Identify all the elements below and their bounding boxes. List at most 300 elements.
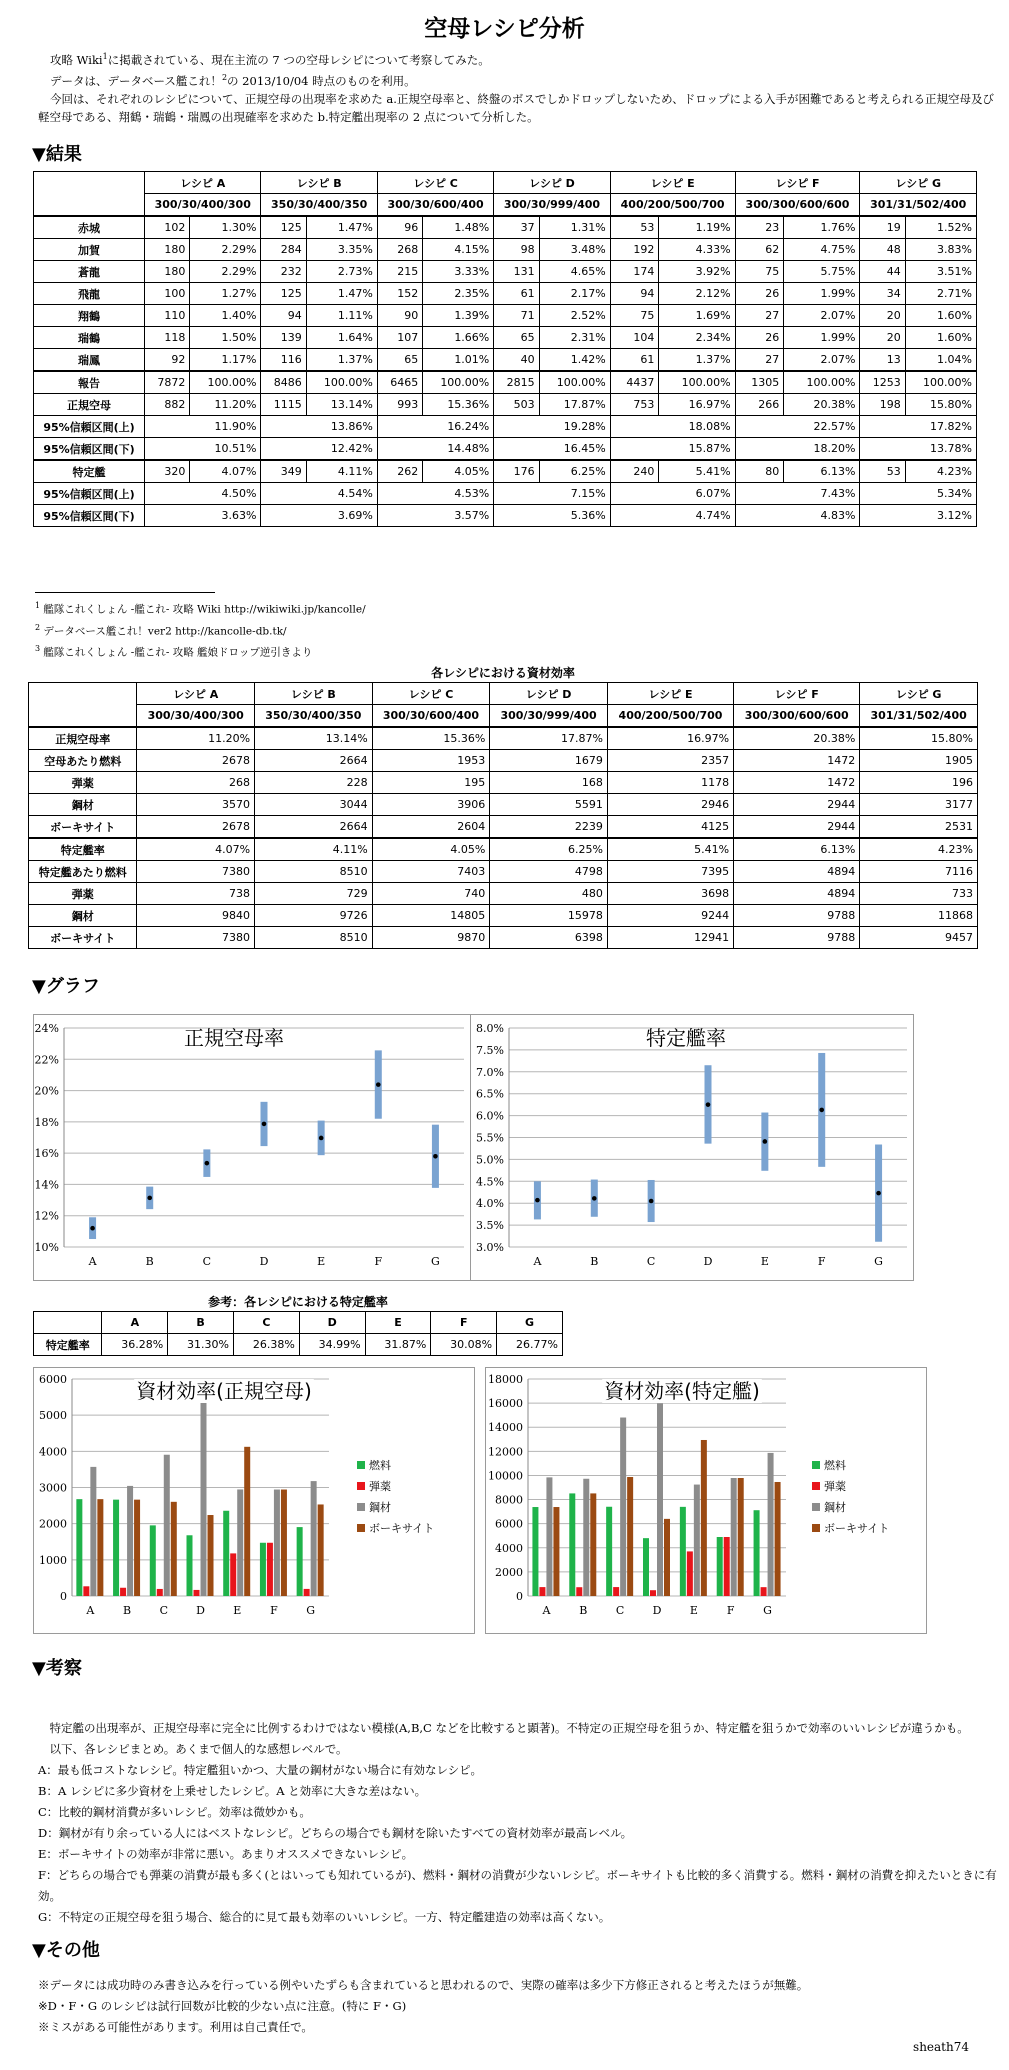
table-cell: 2664	[255, 816, 373, 839]
table-cell: 1178	[607, 772, 733, 794]
table-row	[34, 216, 977, 239]
table-row	[34, 349, 977, 372]
recipe-header: レシピ D	[490, 683, 608, 705]
table-cell: 8510	[255, 927, 373, 949]
table-cell: 5.41%	[659, 460, 735, 483]
recipe-materials: 300/30/400/300	[137, 705, 255, 728]
data-point	[649, 1199, 654, 1204]
footnote-number: 1	[35, 601, 41, 610]
table-cell: 3.12%	[860, 505, 977, 527]
bar	[650, 1590, 656, 1596]
legend-swatch	[812, 1524, 820, 1532]
recipe-header: レシピ F	[735, 172, 860, 194]
bar	[318, 1504, 324, 1596]
data-point	[763, 1139, 768, 1144]
table-row	[34, 327, 977, 349]
table-cell: 2678	[137, 816, 255, 839]
table-row	[29, 794, 978, 816]
table-row	[29, 838, 978, 861]
table-cell: 729	[255, 883, 373, 905]
table-cell: 882	[145, 394, 190, 416]
table-row	[34, 394, 977, 416]
table-cell: 7395	[607, 861, 733, 883]
row-label: 95%信頼区間(上)	[34, 483, 145, 505]
row-label: 鋼材	[29, 905, 137, 927]
x-tick-label: A	[88, 1255, 97, 1268]
x-tick-label: A	[86, 1604, 95, 1617]
bar	[83, 1586, 89, 1596]
table-cell: 1.64%	[306, 327, 377, 349]
table-cell: 20	[860, 327, 905, 349]
table-row	[29, 772, 978, 794]
y-tick-label: 16%	[34, 1147, 59, 1161]
table-cell: 2944	[734, 794, 860, 816]
y-tick-label: 6000	[39, 1373, 67, 1386]
bar	[717, 1537, 723, 1596]
table-cell: 65	[494, 327, 539, 349]
table-cell: 14805	[372, 905, 490, 927]
table-cell: 4125	[607, 816, 733, 839]
recipe-header: レシピ C	[377, 172, 493, 194]
x-tick-label: E	[689, 1604, 698, 1617]
x-tick-label: B	[590, 1255, 599, 1268]
bar	[157, 1589, 163, 1596]
recipe-header: レシピ E	[610, 172, 735, 194]
y-tick-label: 4.0%	[476, 1197, 504, 1211]
x-tick-label: G	[874, 1255, 883, 1268]
x-tick-label: D	[652, 1604, 662, 1617]
recipe-header: レシピ A	[145, 172, 261, 194]
y-tick-label: 20%	[34, 1084, 59, 1098]
chart-svg	[34, 1015, 471, 1280]
table-cell: 1.11%	[306, 305, 377, 327]
table-corner-cell	[34, 172, 145, 217]
table-corner-cell	[29, 683, 137, 728]
chart-material-efficiency-special	[485, 1367, 927, 1634]
table-cell: 9244	[607, 905, 733, 927]
bar	[90, 1467, 96, 1596]
data-point	[319, 1136, 324, 1141]
bar	[187, 1535, 193, 1596]
bar	[311, 1481, 317, 1596]
table-cell: 6465	[377, 371, 422, 394]
x-tick-label: B	[579, 1604, 588, 1617]
y-tick-label: 5.5%	[476, 1131, 504, 1145]
table-cell: 4.11%	[306, 460, 377, 483]
discussion-paragraph: E：ボーキサイトの効率が非常に悪い。あまりオススメできないレシピ。	[38, 1847, 414, 1861]
discussion-paragraph: A：最も低コストなレシピ。特定艦狙いかつ、大量の鋼材がない場合に有効なレシピ。	[38, 1763, 483, 1777]
table-cell: 34	[860, 283, 905, 305]
table-cell: 6.13%	[784, 460, 860, 483]
table-cell: 31.30%	[168, 1334, 234, 1356]
discussion-paragraph: D：鋼材が有り余っている人にはベストなレシピ。どちらの場合でも鋼材を除いたすべての資材効率が最高レベル。	[38, 1826, 633, 1840]
table-cell: 1.50%	[190, 327, 261, 349]
table-cell: 8486	[261, 371, 306, 394]
recipe-materials: 300/300/600/600	[735, 194, 860, 217]
table-cell: 1305	[735, 371, 784, 394]
table-cell: 100.00%	[784, 371, 860, 394]
y-tick-label: 8.0%	[476, 1022, 504, 1035]
table-cell: 5.34%	[860, 483, 977, 505]
table-cell: 11.20%	[190, 394, 261, 416]
table-cell: 13.14%	[255, 727, 373, 750]
table-cell: 116	[261, 349, 306, 372]
x-tick-label: E	[760, 1255, 769, 1268]
table-cell: 2.07%	[784, 349, 860, 372]
table-cell: 3698	[607, 883, 733, 905]
bar	[539, 1587, 545, 1596]
column-header: D	[299, 1312, 365, 1334]
bar	[583, 1479, 589, 1596]
table-cell: 31.87%	[365, 1334, 431, 1356]
table-cell: 22.57%	[735, 416, 860, 438]
x-tick-label: F	[374, 1255, 383, 1268]
table-cell: 20.38%	[784, 394, 860, 416]
table-cell: 1.40%	[190, 305, 261, 327]
table-cell: 2.29%	[190, 261, 261, 283]
table-cell: 7.15%	[494, 483, 610, 505]
table-cell: 480	[490, 883, 608, 905]
table-row	[29, 750, 978, 772]
bar	[97, 1499, 103, 1596]
table-cell: 20	[860, 305, 905, 327]
table-row	[34, 283, 977, 305]
table-cell: 349	[261, 460, 306, 483]
table-cell: 2239	[490, 816, 608, 839]
y-tick-label: 6.5%	[476, 1087, 504, 1101]
table-cell: 1.17%	[190, 349, 261, 372]
bar	[194, 1590, 200, 1596]
row-label: 特定艦あたり燃料	[29, 861, 137, 883]
y-tick-label: 2000	[39, 1517, 67, 1531]
table-cell: 37	[494, 216, 539, 239]
row-label: 鋼材	[29, 794, 137, 816]
table-row	[34, 438, 977, 461]
table-cell: 18.08%	[610, 416, 735, 438]
table-row	[34, 239, 977, 261]
table-cell: 4894	[734, 861, 860, 883]
bar	[267, 1543, 273, 1596]
y-tick-label: 18000	[488, 1373, 523, 1386]
legend-label: 燃料	[369, 1459, 391, 1472]
table-cell: 1.42%	[539, 349, 610, 372]
x-tick-label: G	[431, 1255, 440, 1268]
table-cell: 14.48%	[377, 438, 493, 461]
table-cell: 176	[494, 460, 539, 483]
footnote-text: 艦隊これくしょん -艦これ- 攻略 艦娘ドロップ逆引きより	[40, 646, 313, 659]
table-cell: 2.29%	[190, 239, 261, 261]
table-cell: 3.69%	[261, 505, 377, 527]
intro-paragraph: 攻略 Wiki$^1$に掲載されている、現在主流の 7 つの空母レシピについて考察してみた。	[50, 52, 490, 67]
x-tick-label: G	[306, 1604, 316, 1617]
row-label: 加賀	[34, 239, 145, 261]
y-tick-label: 3.0%	[476, 1241, 504, 1254]
row-label: 95%信頼区間(下)	[34, 438, 145, 461]
column-header: G	[497, 1312, 563, 1334]
table-cell: 75	[735, 261, 784, 283]
table-cell: 168	[490, 772, 608, 794]
data-point	[90, 1226, 95, 1231]
table-cell: 4.50%	[145, 483, 261, 505]
row-label: 瑞鶴	[34, 327, 145, 349]
table-corner-cell	[34, 1312, 102, 1334]
bar	[297, 1527, 303, 1596]
author-signature: sheath74	[913, 2040, 969, 2054]
row-label: 95%信頼区間(上)	[34, 416, 145, 438]
y-tick-label: 5.0%	[476, 1153, 504, 1167]
bar	[724, 1537, 730, 1596]
recipe-materials: 300/300/600/600	[734, 705, 860, 728]
footnote-rule	[35, 592, 215, 593]
bar	[620, 1418, 626, 1596]
recipe-materials: 300/30/600/400	[377, 194, 493, 217]
table-cell: 3177	[860, 794, 978, 816]
table-cell: 1.99%	[784, 283, 860, 305]
x-tick-label: A	[542, 1604, 551, 1617]
table-cell: 1.19%	[659, 216, 735, 239]
recipe-materials: 300/30/999/400	[490, 705, 608, 728]
table-cell: 17.87%	[490, 727, 608, 750]
table-cell: 738	[137, 883, 255, 905]
table-cell: 1.52%	[905, 216, 976, 239]
table-cell: 2531	[860, 816, 978, 839]
discussion-paragraph: F：どちらの場合でも弾薬の消費が最も多く(とはいっても知れているが)、燃料・鋼材の消費が少ないレシピ。ボーキサイトも比較的多く消費する。燃料・鋼材の消費を抑えたいときに有効。	[38, 1868, 997, 1903]
table-cell: 2.73%	[306, 261, 377, 283]
footnote	[35, 640, 635, 662]
page-title: 空母レシピ分析	[424, 16, 585, 42]
table-cell: 9788	[734, 905, 860, 927]
table-cell: 4.75%	[784, 239, 860, 261]
column-header: E	[365, 1312, 431, 1334]
row-label: 弾薬	[29, 883, 137, 905]
table-cell: 4.15%	[423, 239, 494, 261]
table-cell: 8510	[255, 861, 373, 883]
table-cell: 1253	[860, 371, 905, 394]
legend-swatch	[812, 1482, 820, 1490]
chart-svg	[471, 1015, 913, 1280]
table-cell: 1905	[860, 750, 978, 772]
table-cell: 3.51%	[905, 261, 976, 283]
table-cell: 62	[735, 239, 784, 261]
column-header: B	[168, 1312, 234, 1334]
bar	[761, 1587, 767, 1596]
table-cell: 266	[735, 394, 784, 416]
bar	[201, 1394, 207, 1596]
data-point	[535, 1198, 540, 1203]
recipe-materials: 300/30/999/400	[494, 194, 610, 217]
table-cell: 228	[255, 772, 373, 794]
table-cell: 23	[735, 216, 784, 239]
table-cell: 284	[261, 239, 306, 261]
chart-title: 特定艦率	[646, 1026, 726, 1050]
row-label: 弾薬	[29, 772, 137, 794]
footnote-ref: 2	[221, 72, 228, 82]
y-tick-label: 2000	[495, 1565, 523, 1579]
footnote-text: データベース艦これ！ver2 http://kancolle-db.tk/	[40, 625, 287, 637]
y-tick-label: 22%	[34, 1053, 59, 1067]
table-cell: 6.25%	[539, 460, 610, 483]
row-label: 特定艦率	[29, 838, 137, 861]
table-cell: 2357	[607, 750, 733, 772]
recipe-materials: 350/30/400/350	[255, 705, 373, 728]
bar	[569, 1493, 575, 1596]
table-cell: 6.07%	[610, 483, 735, 505]
efficiency-table	[28, 682, 978, 949]
table-header-row	[34, 194, 977, 217]
discussion-paragraph: 以下、各レシピまとめ。あくまで個人的な感想レベルで。	[38, 1742, 348, 1756]
table-cell: 44	[860, 261, 905, 283]
row-label: 正規空母率	[29, 727, 137, 750]
chart-svg	[486, 1368, 926, 1633]
table-cell: 215	[377, 261, 422, 283]
table-row	[34, 305, 977, 327]
table-row	[29, 727, 978, 750]
row-label: 赤城	[34, 216, 145, 239]
intro-text	[38, 48, 998, 126]
table-cell: 100.00%	[659, 371, 735, 394]
note-line: ※D・F・G のレシピは試行回数が比較的少ない点に注意。(特に F・G)	[38, 1999, 407, 2013]
row-label: 95%信頼区間(下)	[34, 505, 145, 527]
table-cell: 4.33%	[659, 239, 735, 261]
table-cell: 26.38%	[234, 1334, 300, 1356]
data-point	[706, 1102, 711, 1107]
column-header: A	[102, 1312, 168, 1334]
table-header-row	[29, 705, 978, 728]
column-header: C	[234, 1312, 300, 1334]
table-cell: 3.35%	[306, 239, 377, 261]
table-cell: 7.43%	[735, 483, 860, 505]
table-cell: 71	[494, 305, 539, 327]
table-cell: 15.80%	[860, 727, 978, 750]
table-cell: 4.54%	[261, 483, 377, 505]
table-cell: 4.05%	[372, 838, 490, 861]
note-line: ※データには成功時のみ書き込みを行っている例やいたずらも含まれていると思われるので、実際の確率は多少下方修正されると考えたほうが無難。	[38, 1978, 809, 1992]
table-row	[34, 460, 977, 483]
table-cell: 2.12%	[659, 283, 735, 305]
table-cell: 993	[377, 394, 422, 416]
table-cell: 3.63%	[145, 505, 261, 527]
table-cell: 11.20%	[137, 727, 255, 750]
legend-label: 鋼材	[369, 1501, 391, 1514]
row-label: ボーキサイト	[29, 816, 137, 839]
other-notes	[38, 1975, 998, 2038]
table-cell: 1679	[490, 750, 608, 772]
data-point	[592, 1196, 597, 1201]
x-tick-label: F	[817, 1255, 826, 1268]
table-cell: 503	[494, 394, 539, 416]
table-cell: 90	[377, 305, 422, 327]
results-table	[33, 171, 977, 527]
row-label: ボーキサイト	[29, 927, 137, 949]
table-cell: 4.05%	[423, 460, 494, 483]
table-cell: 4798	[490, 861, 608, 883]
table-cell: 2678	[137, 750, 255, 772]
bar	[687, 1551, 693, 1596]
bar	[171, 1502, 177, 1596]
bar	[731, 1478, 737, 1596]
table-cell: 1.39%	[423, 305, 494, 327]
bar	[613, 1587, 619, 1596]
table-cell: 15978	[490, 905, 608, 927]
table-cell: 53	[860, 460, 905, 483]
table-cell: 2664	[255, 750, 373, 772]
table-cell: 232	[261, 261, 306, 283]
legend-swatch	[812, 1503, 820, 1511]
recipe-materials: 400/200/500/700	[607, 705, 733, 728]
table-cell: 26	[735, 327, 784, 349]
table-cell: 2.31%	[539, 327, 610, 349]
table-cell: 1.47%	[306, 216, 377, 239]
intro-paragraph: データは、データベース艦これ！$^2$の 2013/10/04 時点のものを利用。	[50, 72, 416, 88]
bar	[120, 1588, 126, 1596]
table-cell: 100.00%	[423, 371, 494, 394]
bar	[230, 1553, 236, 1596]
bar	[627, 1477, 633, 1596]
table-cell: 94	[261, 305, 306, 327]
bar	[208, 1515, 214, 1596]
bar	[738, 1478, 744, 1596]
section-heading-graph: ▼グラフ	[32, 976, 100, 997]
bar	[694, 1485, 700, 1596]
table-cell: 12941	[607, 927, 733, 949]
bar	[127, 1486, 133, 1596]
recipe-materials: 300/30/600/400	[372, 705, 490, 728]
table-cell: 1.37%	[659, 349, 735, 372]
table-cell: 3.48%	[539, 239, 610, 261]
table-cell: 7380	[137, 927, 255, 949]
table-cell: 100.00%	[306, 371, 377, 394]
footnote-number: 3	[35, 644, 41, 653]
table-cell: 107	[377, 327, 422, 349]
y-tick-label: 5000	[39, 1409, 67, 1423]
bar	[643, 1538, 649, 1596]
table-cell: 4.83%	[735, 505, 860, 527]
table-cell: 100.00%	[905, 371, 976, 394]
legend-label: ボーキサイト	[369, 1522, 435, 1535]
x-tick-label: D	[259, 1255, 269, 1268]
table-cell: 262	[377, 460, 422, 483]
table-cell: 4437	[610, 371, 659, 394]
table-cell: 104	[610, 327, 659, 349]
bar	[680, 1507, 686, 1596]
row-label: 報告	[34, 371, 145, 394]
table-row	[29, 927, 978, 949]
y-tick-label: 4000	[495, 1541, 523, 1555]
x-tick-label: D	[703, 1255, 713, 1268]
table-cell: 5591	[490, 794, 608, 816]
y-tick-label: 14%	[34, 1178, 59, 1192]
footnote	[35, 619, 635, 641]
table-cell: 61	[610, 349, 659, 372]
bar	[113, 1500, 119, 1596]
table-cell: 9788	[734, 927, 860, 949]
recipe-header: レシピ G	[860, 172, 977, 194]
note-line: ※ミスがある可能性があります。利用は自己責任で。	[38, 2020, 313, 2034]
chart-title: 資材効率(正規空母)	[136, 1379, 312, 1403]
table-cell: 13.14%	[306, 394, 377, 416]
bar	[76, 1499, 82, 1596]
legend-swatch	[812, 1461, 820, 1469]
chart-title: 資材効率(特定艦)	[604, 1379, 760, 1403]
bar	[664, 1519, 670, 1596]
x-tick-label: F	[270, 1604, 278, 1617]
bar	[590, 1493, 596, 1596]
bar	[576, 1587, 582, 1596]
recipe-header: レシピ A	[137, 683, 255, 705]
table-cell: 40	[494, 349, 539, 372]
footnotes	[35, 592, 635, 662]
table-cell: 4894	[734, 883, 860, 905]
